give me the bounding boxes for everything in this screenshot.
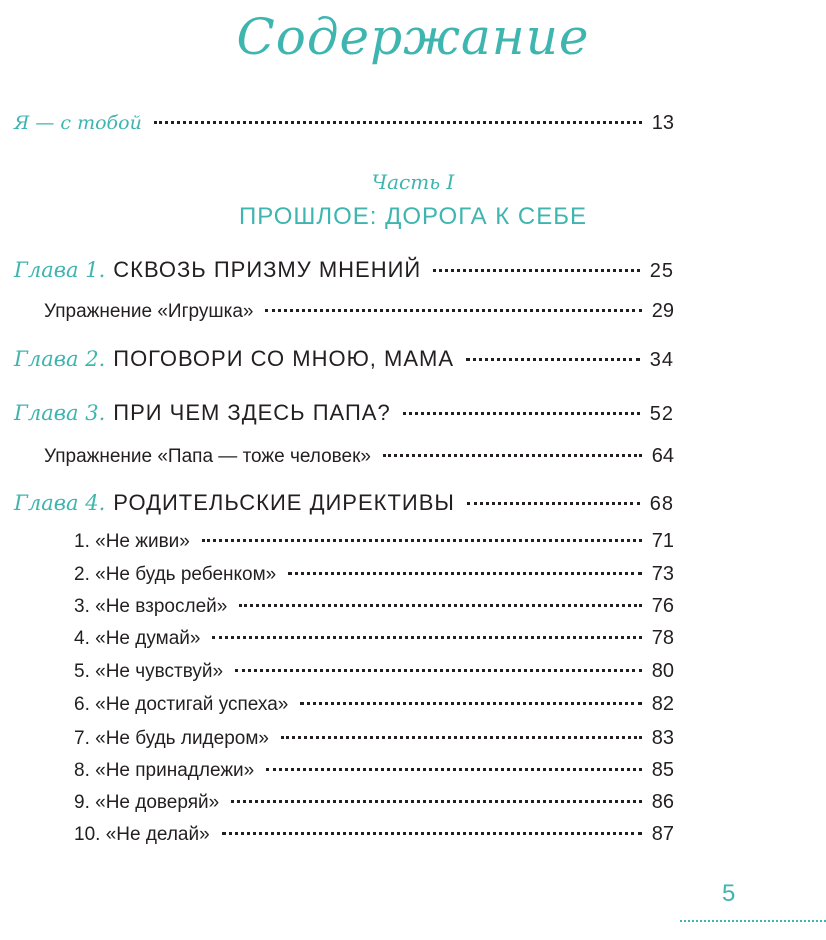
exercise-title: Упражнение «Папа — тоже человек» <box>44 446 371 467</box>
toc-leader-dots <box>202 539 642 542</box>
toc-directive-row[interactable] <box>74 759 674 782</box>
toc-leader-dots <box>467 502 640 505</box>
directive-page: 82 <box>651 693 674 715</box>
toc-leader-dots <box>403 412 640 415</box>
toc-intro-row[interactable] <box>14 112 674 135</box>
toc-leader-dots <box>383 454 642 457</box>
toc-chapter-row[interactable] <box>14 257 674 283</box>
part-title: ПРОШЛОЕ: ДОРОГА К СЕБЕ <box>238 203 588 230</box>
toc-leader-dots <box>235 669 642 672</box>
directive-title: 8. «Не принадлежи» <box>74 760 255 781</box>
chapter-title: ПОГОВОРИ СО МНОЮ, МАМА <box>113 346 455 371</box>
toc-leader-dots <box>212 636 641 639</box>
page-number: 5 <box>722 880 736 907</box>
toc-leader-dots <box>433 269 640 272</box>
toc-directive-row[interactable] <box>74 791 674 814</box>
directive-page: 73 <box>651 563 674 585</box>
chapter-page: 34 <box>649 349 674 371</box>
directive-page: 78 <box>651 627 674 649</box>
toc-leader-dots <box>231 800 642 803</box>
chapter-prefix: Глава 2. <box>14 347 106 371</box>
toc-chapter-row[interactable] <box>14 346 674 372</box>
toc-chapter-row[interactable] <box>14 490 674 516</box>
directive-page: 85 <box>651 759 674 781</box>
toc-exercise-row[interactable] <box>44 300 674 323</box>
toc-directive-row[interactable] <box>74 563 674 586</box>
toc-leader-dots <box>300 702 641 705</box>
chapter-page: 25 <box>649 260 674 282</box>
directive-page: 87 <box>651 823 674 845</box>
directive-title: 9. «Не доверяй» <box>74 792 220 813</box>
toc-directive-row[interactable] <box>74 693 674 716</box>
chapter-prefix: Глава 4. <box>14 491 106 515</box>
directive-page: 86 <box>651 791 674 813</box>
toc-leader-dots <box>288 572 642 575</box>
toc-leader-dots <box>154 121 642 124</box>
directive-title: 1. «Не живи» <box>74 531 190 552</box>
directive-page: 76 <box>651 595 674 617</box>
exercise-title: Упражнение «Игрушка» <box>44 301 254 322</box>
part-label: Часть I <box>371 170 455 194</box>
toc-directive-row[interactable] <box>74 727 674 750</box>
toc-leader-dots <box>239 604 641 607</box>
page-number-rule <box>680 920 826 922</box>
toc-leader-dots <box>265 309 641 312</box>
directive-title: 3. «Не взрослей» <box>74 596 228 617</box>
directive-page: 71 <box>651 530 674 552</box>
page-title: Содержание <box>236 8 590 66</box>
toc-directive-row[interactable] <box>74 823 674 846</box>
chapter-prefix: Глава 1. <box>14 258 106 282</box>
directive-title: 7. «Не будь лидером» <box>74 728 269 749</box>
toc-leader-dots <box>281 736 642 739</box>
toc-intro-label: Я — с тобой <box>14 112 142 134</box>
directive-page: 83 <box>651 727 674 749</box>
toc-leader-dots <box>266 768 642 771</box>
directive-title: 10. «Не делай» <box>74 824 210 845</box>
exercise-page: 29 <box>651 300 674 322</box>
toc-leader-dots <box>222 832 642 835</box>
toc-directive-row[interactable] <box>74 627 674 650</box>
directive-title: 6. «Не достигай успеха» <box>74 694 289 715</box>
toc-leader-dots <box>466 358 640 361</box>
chapter-title: ПРИ ЧЕМ ЗДЕСЬ ПАПА? <box>113 400 391 425</box>
chapter-prefix: Глава 3. <box>14 401 106 425</box>
chapter-page: 52 <box>649 403 674 425</box>
toc-directive-row[interactable] <box>74 660 674 683</box>
chapter-title: РОДИТЕЛЬСКИЕ ДИРЕКТИВЫ <box>113 490 455 515</box>
chapter-title: СКВОЗЬ ПРИЗМУ МНЕНИЙ <box>113 257 422 282</box>
toc-exercise-row[interactable] <box>44 445 674 468</box>
directive-title: 5. «Не чувствуй» <box>74 661 224 682</box>
toc-directive-row[interactable] <box>74 530 674 553</box>
directive-page: 80 <box>651 660 674 682</box>
exercise-page: 64 <box>651 445 674 467</box>
toc-directive-row[interactable] <box>74 595 674 618</box>
directive-title: 2. «Не будь ребенком» <box>74 564 277 585</box>
chapter-page: 68 <box>649 493 674 515</box>
toc-intro-page: 13 <box>651 112 674 134</box>
directive-title: 4. «Не думай» <box>74 628 201 649</box>
toc-chapter-row[interactable] <box>14 400 674 426</box>
